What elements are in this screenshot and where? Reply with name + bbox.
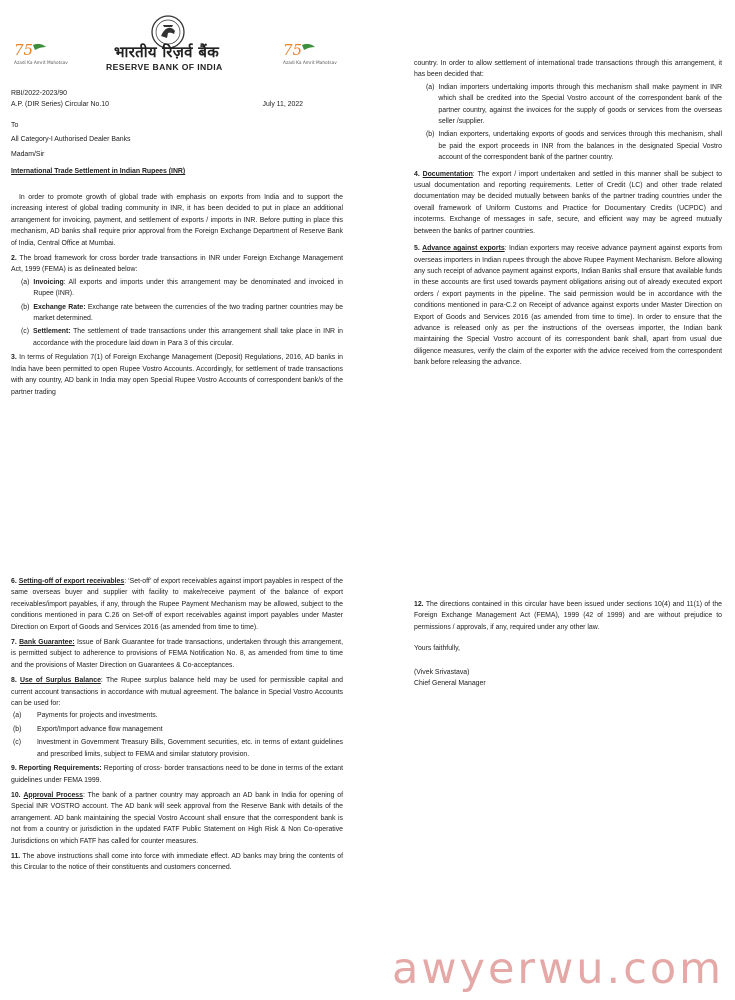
sign-off: Yours faithfully,	[414, 645, 460, 653]
body-bottom-left	[11, 576, 343, 878]
svg-text:75: 75	[283, 41, 303, 59]
list-item: (a) Invoicing: All exports and imports under this arrangement may be denominated and invoiced in Rupee (INR).	[21, 278, 343, 298]
para-3-continued: country. In order to allow settlement of international trade transactions through this arrangement, it has been decided that:	[414, 60, 722, 79]
para-4: 4. Documentation: The export / import undertaken and settled in this manner shall be subject to usual documentation and reporting requirements. Letter of Credit (LC) and other trade related documentation may be decided mutually between banks of the partner trading countries under the overall framework of Uniform Customs and Practice for Documentary Credits (UCPDC) and incoterms. Exchange of messages in safe, secure, and efficient way may be agreed mutually between the banks of partner countries.	[414, 170, 722, 235]
body-top-right	[414, 58, 722, 373]
page-2-continued	[368, 500, 735, 1000]
azadi-logo-left-icon	[13, 40, 68, 68]
list-item: (a) Payments for projects and investments.	[13, 712, 158, 720]
para-7: 7. Bank Guarantee: Issue of Bank Guarantee for trade transactions, undertaken through this arrangement, is permitted subject to adherence to provisions of FEMA Notification No. 8, as amended from time to time and the provisions of Master Direction on Guarantees & Co-acceptances.	[11, 639, 343, 669]
header-hindi-title: भारतीय रिज़र्व बैंक	[114, 43, 220, 61]
list-item: (a) Indian importers undertaking imports through this mechanism shall make payment in INR which shall be credited into the Special Vostro account of the correspondent bank of the partner country, against the invoices for the supply of goods or services from the overseas seller /supplier.	[426, 83, 722, 126]
svg-text:75: 75	[14, 41, 34, 59]
para-2-list	[11, 277, 343, 349]
list-item: (b) Exchange Rate: Exchange rate between the currencies of the two trading partner countries may be market determined.	[21, 303, 343, 323]
body-bottom-right	[414, 599, 722, 689]
azadi-logo-right-icon	[282, 40, 337, 68]
para-11: 11. The above instructions shall come into force with immediate effect. AD banks may bring the contents of this Circular to the notice of their constituents and customers concerned.	[11, 852, 343, 872]
watermark-text: awyerwu.com	[392, 944, 725, 994]
para-3-list	[414, 82, 722, 164]
para-3: 3. In terms of Regulation 7(1) of Foreign Exchange Management (Deposit) Regulations, 2016, AD banks in India have been permitted to open Rupee Vostro Accounts. Accordingly, for settlement of trade transactions with any country, AD bank in India may open Special Rupee Vostro Accounts of correspondent bank/s of the partner trading	[11, 354, 343, 396]
azadi-left-text: Azadi Ka Amrit Mahotsav	[14, 61, 68, 66]
para-6: 6. Setting-off of export receivables: ‘Set-off’ of export receivables against import payables in respect of the same overseas buyer and supplier with facility to make/receive payment of the balance of export receivables/import payables, if any, through the Rupee Payment Mechanism may be allowed, subject to the conditions mentioned in para C.26 on Set-off of export receivables against import payables under Master Direction on Export of Goods and Services 2016 (as amended from time to time).	[11, 578, 344, 631]
addressee: All Category-I Authorised Dealer Banks	[11, 136, 131, 144]
signatory-name: (Vivek Srivastava)	[414, 668, 470, 676]
signatory-designation: Chief General Manager	[414, 680, 486, 688]
circular-meta	[11, 88, 341, 177]
para-8: 8. Use of Surplus Balance: The Rupee surplus balance held may be used for permissible capital and current account transactions in accordance with mutual agreement. The balance in Special Vostro Accounts can be used for:	[11, 677, 344, 708]
para-8-list	[11, 710, 343, 760]
to-line: To	[11, 121, 19, 129]
page-2	[0, 500, 367, 1000]
list-item: (b) Indian exporters, undertaking exports of goods and services through this mechanism, shall be paid the export proceeds in INR from the balances in the designated Special Vostro account of the correspondent bank of the partner country.	[426, 131, 722, 162]
circular-number: A.P. (DIR Series) Circular No.10	[11, 101, 109, 109]
para-5: 5. Advance against exports: Indian exporters may receive advance payment against exports from overseas importers in Indian rupees through the above Rupee Payment Mechanism. Before allowing any such receipt of advance payment against exports, Indian Banks shall ensure that available funds in these accounts are first used towards payment obligations arising out of already executed export orders / export payments in the pipeline. The said permission would be in accordance with the conditions mentioned in para-C.2 on Receipt of advance against exports under Master Direction on Export of Goods and Services 2016 (as amended from time to time). In order to ensure that the advance is released only as per the instructions of the overseas importer, the Indian bank maintaining the Special Vostro account of its correspondent bank shall, apart from usual due diligence measures, verify the claim of the exporter with the advice received from the correspondent bank before releasing the advance.	[414, 245, 723, 367]
para-10: 10. Approval Process: The bank of a partner country may approach an AD bank in India for opening of Special INR VOSTRO account. The AD bank will seek approval from the Reserve Bank with details of the arrangement. AD bank maintaining the special Vostro Account shall ensure that the correspondent bank is not from a country or jurisdiction in the updated FATF Public Statement on High Risk & Non Co-operative Jurisdictions on which FATF has called for counter measures.	[11, 791, 343, 845]
para-2: 2. The broad framework for cross border trade transactions in INR under Foreign Exchange Management Act, 1999 (FEMA) is as delineated below:	[11, 255, 343, 274]
circular-date: July 11, 2022	[262, 101, 303, 109]
azadi-right-text: Azadi Ka Amrit Mahotsav	[283, 61, 337, 66]
header-english-title: RESERVE BANK OF INDIA	[106, 62, 223, 72]
para-9: 9. Reporting Requirements: Reporting of cross- border transactions need to be done in terms of the extant guidelines under FEMA 1999.	[11, 765, 343, 784]
page-1-continued	[368, 0, 735, 500]
para-12: 12. The directions contained in this circular have been issued under sections 10(4) and 11(1) of the Foreign Exchange Management Act (FEMA), 1999 (42 of 1999) and are without prejudice to permissions / approvals, if any, required under any other law.	[414, 601, 722, 631]
list-item: (c) Settlement: The settlement of trade transactions under this arrangement shall take place in INR in accordance with the procedure laid down in Para 3 of this circular.	[21, 328, 343, 347]
list-item: (c) Investment in Government Treasury Bills, Government securities, etc. in terms of extant guidelines and prescribed limits, subject to FEMA and similar statutory provision.	[13, 739, 343, 758]
salutation: Madam/Sir	[11, 150, 45, 158]
body-top-left	[11, 192, 343, 402]
ref-number: RBI/2022-2023/90	[11, 90, 67, 97]
page-1-top	[0, 0, 367, 500]
subject-line: International Trade Settlement in Indian Rupees (INR)	[11, 168, 186, 176]
list-item: (b) Export/Import advance flow management	[13, 725, 163, 733]
para-intro: In order to promote growth of global trade with emphasis on exports from India and to support the increasing interest of global trading community in INR, it has been decided to put in place an additional arrangement for invoicing, payment, and settlement of exports / imports in INR. Before putting in place this mechanism, AD banks shall require prior approval from the Foreign Exchange Department of Reserve Bank of India, Central Office at Mumbai.	[11, 194, 343, 247]
